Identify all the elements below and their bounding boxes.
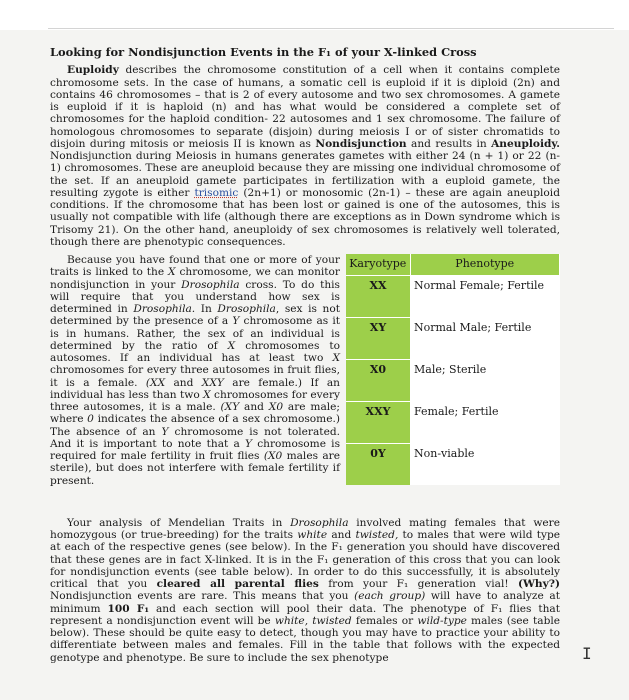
phenotype-cell: Male; Sterile — [410, 360, 560, 402]
header-phenotype: Phenotype — [410, 254, 560, 276]
text: and each section will pool their data. The phenotype of F₁ flies that represent a nondisjunction event will be — [50, 602, 560, 627]
text: will have to analyze at minimum — [50, 590, 560, 615]
text: and results in — [406, 137, 492, 150]
text: Because you have found that one or more of your traits is linked to the — [50, 254, 340, 279]
italic: XXY — [201, 376, 224, 389]
italic: X0 — [268, 401, 284, 413]
italic: (XX — [145, 376, 166, 389]
italic: Drosophila — [181, 278, 240, 291]
text: are male; where — [50, 401, 340, 426]
text: from your F₁ generation vial! — [318, 578, 518, 590]
karyotype-cell: X0 — [346, 360, 410, 402]
text: males (see table below). These should be quite easy to detect, though you may have to practice your ability to differentiate between males and females. Fill in the table that follows with the expected genotype and phenotype. Be sure to include the sex phenotype — [50, 614, 561, 664]
paragraph-analysis — [50, 517, 560, 664]
text: chromosome is not tolerated. And it is important to note that a — [50, 425, 340, 450]
text: chromosome, we can monitor nondisjunction in your — [50, 266, 340, 291]
text: cross. To do this will require that you understand how sex is determined in — [50, 278, 340, 315]
section-title: Looking for Nondisjunction Events in the F₁ of your X-linked Cross — [50, 45, 477, 59]
paragraph-euploidy — [50, 64, 560, 248]
table-row — [346, 444, 560, 486]
table-row — [346, 402, 560, 444]
bold: cleared all parental flies — [156, 578, 319, 590]
text: chromosome is required for male fertility in fruit flies — [50, 437, 341, 462]
table-header-row — [346, 254, 560, 276]
karyotype-cell: XY — [346, 318, 410, 360]
header-karyotype: Karyotype — [346, 254, 410, 276]
trisomic-link[interactable]: trisomic — [194, 186, 239, 199]
top-bar — [0, 0, 629, 30]
term-nondisjunction: Nondisjunction — [315, 137, 407, 150]
table-row — [346, 360, 560, 402]
italic: Drosophila. — [133, 303, 196, 315]
text: chromosomes for every three autosomes in fruit flies, it is a female. — [50, 364, 340, 389]
italic: twisted, — [355, 529, 399, 541]
term-aneuploidy: Aneuploidy. — [491, 137, 560, 150]
table-row — [346, 318, 560, 360]
italic: Drosophila — [217, 303, 276, 315]
italic: Y — [161, 425, 169, 438]
text: , sex is not determined by the presence of a — [50, 303, 340, 328]
document-body — [50, 46, 560, 664]
phenotype-cell: Normal Female; Fertile — [410, 276, 560, 318]
text: and — [165, 376, 202, 389]
text: indicates the absence of a sex chromosome.) The absence of an — [50, 413, 340, 438]
text: to males that were wild type at each of the respective genes (see below). In the F₁ generation you should have discovered that these genes are in fact X-linked. It is in the F₁ generation of this cross that you can look for nondisjunction events (see table below). In order to do this successfully, it is absolutely critical that you — [50, 529, 561, 590]
italic: Y — [232, 315, 240, 328]
bold: (Why?) — [518, 578, 560, 590]
italic: (X0 — [263, 450, 283, 462]
text: Nondisjunction during Meiosis in humans generates gametes with either 24 (n + 1) or 22 (n-1) chromosomes. These are aneuploid because they are missing one individual chromosome of the set. If an aneuploid gamete participates in fertilization with a euploid gamete, the resulting zygote is either — [50, 150, 560, 199]
italic: white — [297, 529, 328, 541]
karyotype-cell: 0Y — [346, 444, 410, 486]
text: chromosomes for every three autosomes, it is a male. — [50, 388, 340, 413]
term-euploidy: Euploidy — [67, 64, 119, 77]
karyotype-cell: XX — [346, 276, 410, 318]
text: Nondisjunction events are rare. This means that you — [50, 590, 355, 603]
italic: X — [227, 339, 236, 352]
bold: 100 F₁ — [107, 602, 150, 615]
phenotype-cell: Normal Male; Fertile — [410, 318, 560, 360]
karyotype-phenotype-table — [346, 254, 560, 485]
phenotype-cell: Female; Fertile — [410, 402, 560, 444]
text: males are sterile), but does not interfere with female fertility if present. — [50, 450, 340, 487]
italic: 0 — [87, 413, 94, 426]
text: chromosomes to autosomes. If an individual has at least two — [50, 339, 340, 364]
italic: (XY — [220, 401, 240, 413]
italic: X — [203, 388, 211, 401]
text-cursor-icon: I — [582, 644, 592, 663]
italic: Drosophila — [290, 516, 349, 529]
italic: wild-type — [417, 614, 467, 627]
text: are female.) If an individual has less than two — [50, 376, 340, 401]
table-row — [346, 276, 560, 318]
header-divider — [48, 28, 614, 29]
text: and — [327, 529, 356, 541]
text: and — [239, 401, 269, 413]
italic: white, twisted — [274, 614, 352, 627]
italic: X — [332, 352, 340, 364]
karyotype-cell: XXY — [346, 402, 410, 444]
text: describes the chromosome constitution of a cell when it contains complete chromosome sets. In the case of humans, a somatic cell is euploid if it is diploid (2n) and contains 46 chromosomes – that is 2 of every autosome and two sex chromosomes. A gamete is euploid if it is haploid (n) and has what would be considered a complete set of chromosomes for the haploid condition- 22 autosomes and 1 sex chromosome. The failure of homologous chromosomes to separate (disjoin) during meiosis I or of sister chromatids to disjoin during mitosis or meiosis II is known as — [50, 64, 560, 150]
italic: (each group) — [354, 590, 426, 603]
text: (2n+1) or monosomic (2n-1) – these are again aneuploid conditions. If the chromosome that has been lost or gained is one of the autosomes, this is usually not compatible with life (although there are exceptions as in Down syndrome which is Trisomy 21). On the other hand, aneuploidy of sex chromosomes is relatively well tolerated, though there are phenotypic consequences. — [50, 186, 560, 248]
text: chromosome as it is in humans. Rather, the sex of an individual is determined by the ratio of — [50, 315, 340, 352]
italic: X — [168, 266, 176, 279]
text: females or — [351, 614, 418, 627]
text: In — [195, 303, 218, 315]
phenotype-cell: Non-viable — [410, 444, 560, 486]
italic: Y — [245, 437, 253, 450]
text: Your analysis of Mendelian Traits in — [67, 516, 291, 529]
text: involved mating females that were homozygous (or true-breeding) for the traits — [50, 516, 560, 541]
